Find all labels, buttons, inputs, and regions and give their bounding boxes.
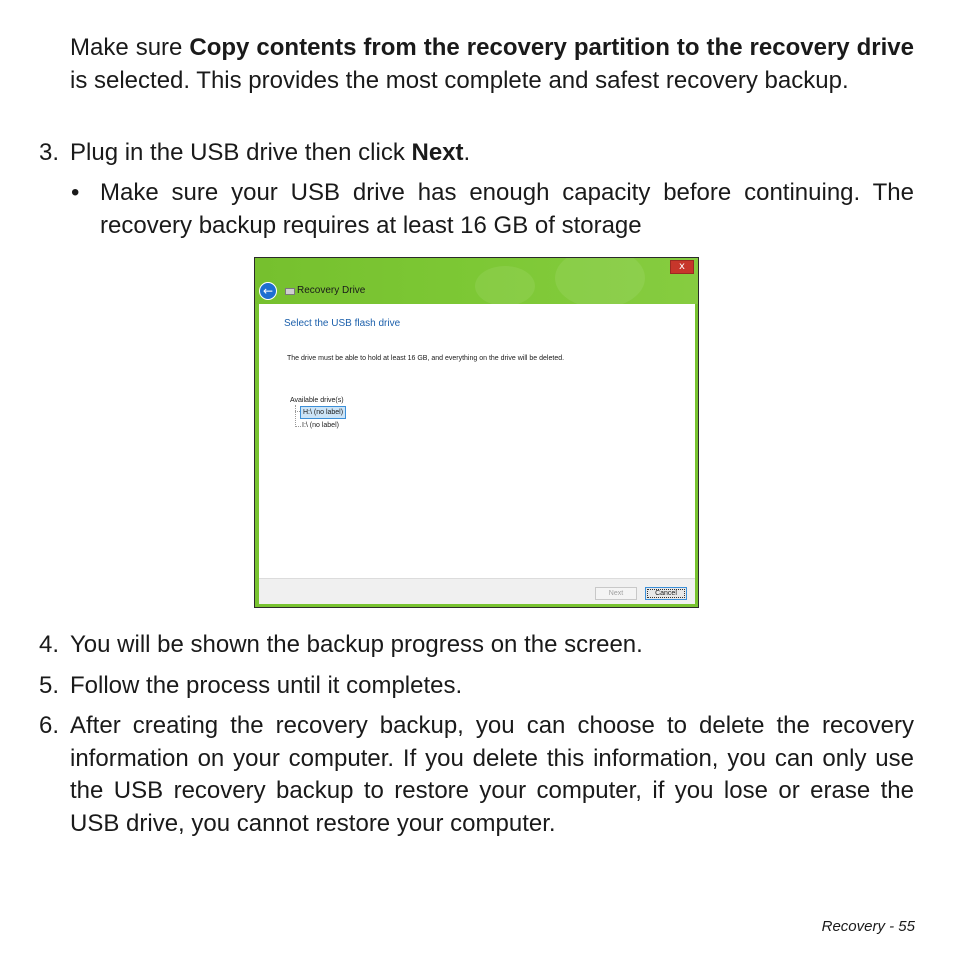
step-3-number: 3. [39, 139, 60, 166]
drive-icon [285, 288, 295, 295]
step-5-number: 5. [39, 672, 60, 699]
recovery-drive-screenshot [254, 257, 699, 608]
wizard-content [259, 304, 695, 578]
intro-text-pre: Make sure [70, 34, 190, 61]
window-title: Recovery Drive [297, 285, 366, 296]
page-footer: Recovery - 55 [821, 918, 915, 935]
step-4-text: You will be shown the backup progress on the screen. [70, 631, 643, 658]
wizard-info-text: The drive must be able to hold at least 16 GB, and everything on the drive will be deleted. [287, 355, 565, 362]
tree-connector [295, 405, 296, 427]
drive-option-h[interactable]: H:\ (no label) [300, 406, 346, 419]
step-6-number: 6. [39, 712, 60, 739]
step-6-text: After creating the recovery backup, you can choose to delete the recovery information on your computer. If you delete this information, you can only use the USB recovery backup to restore your computer, if you lose or erase the USB drive, you cannot restore your computer. [70, 712, 914, 837]
step-5-text: Follow the process until it completes. [70, 672, 463, 699]
bullet-symbol: • [71, 179, 80, 206]
step-4-number: 4. [39, 631, 60, 658]
drive-option-i[interactable]: I:\ (no label) [302, 422, 339, 429]
step-3-text-post: . [463, 139, 471, 166]
intro-option-name: Copy contents from the recovery partition to the recovery drive [189, 34, 914, 61]
drive-tree-label: Available drive(s) [290, 397, 344, 404]
wizard-heading: Select the USB flash drive [284, 318, 401, 329]
back-arrow-icon[interactable]: ← [259, 282, 277, 300]
close-button[interactable]: x [670, 260, 694, 274]
next-button[interactable]: Next [595, 587, 637, 600]
window-title-bar [255, 258, 698, 304]
intro-paragraph [70, 32, 914, 97]
decor-swirl [475, 266, 535, 306]
cancel-button[interactable]: Cancel [645, 587, 687, 600]
bullet-text: Make sure your USB drive has enough capacity before continuing. The recovery backup requires at least 16 GB of storage [100, 179, 914, 239]
wizard-footer [259, 578, 695, 604]
step-3-text [70, 137, 914, 170]
step-3-next-word: Next [411, 139, 464, 166]
decor-swirl [555, 257, 645, 308]
intro-text-post: is selected. This provides the most complete and safest recovery backup. [70, 66, 849, 94]
tree-connector [295, 426, 301, 427]
step-3-text-pre: Plug in the USB drive then click [70, 139, 412, 166]
